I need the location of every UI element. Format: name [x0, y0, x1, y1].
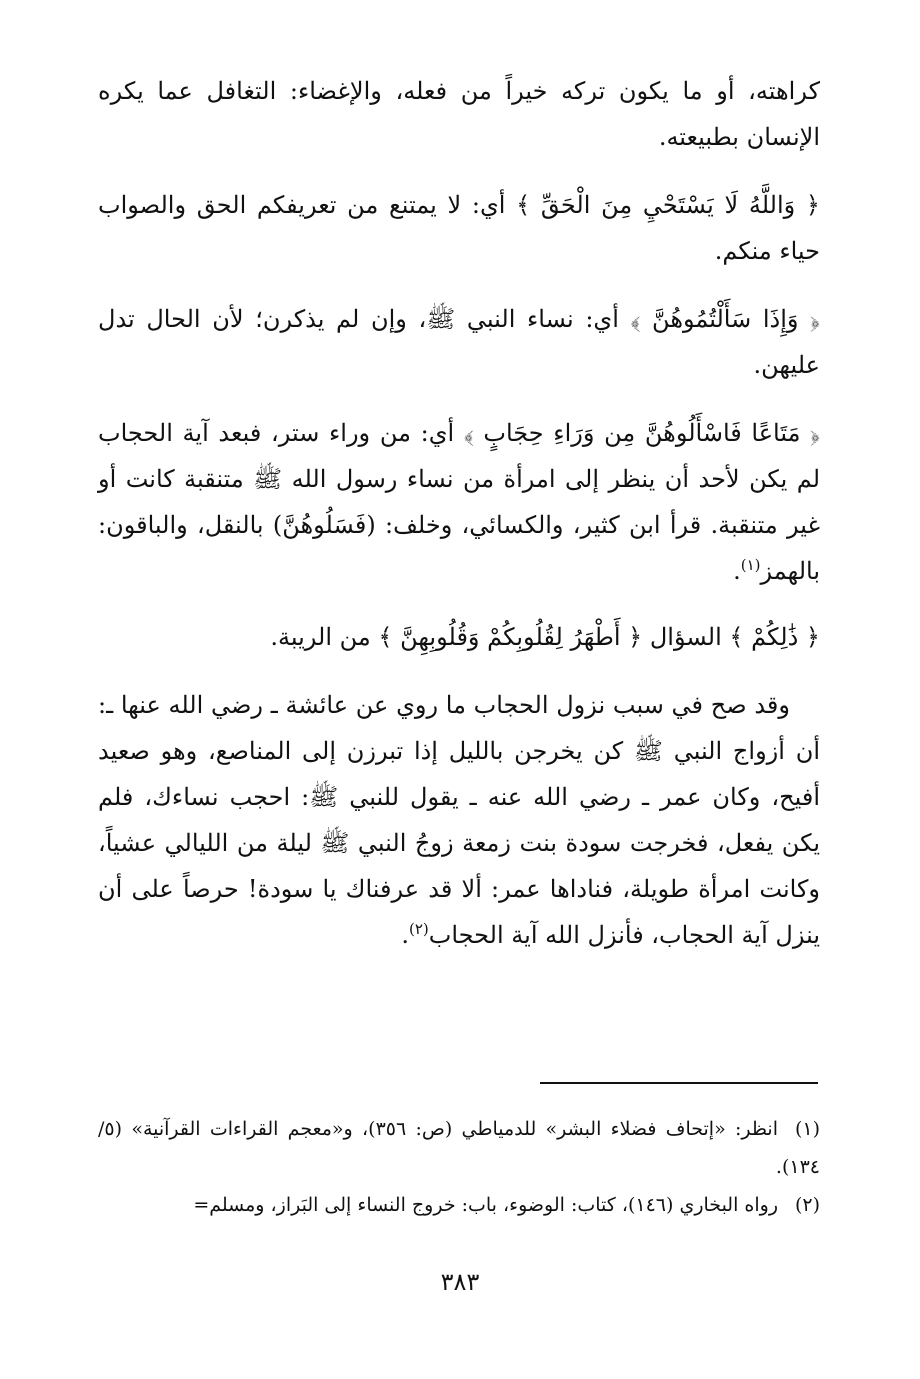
paragraph-6-end: .	[401, 921, 409, 949]
paragraph-1: كراهته، أو ما يكون تركه خيراً من فعله، والإغضاء: التغافل عما يكره الإنسان بطبيعته.	[98, 77, 820, 151]
paragraph-4-text: ﴿ مَتَاعًا فَاسْأَلُوهُنَّ مِن وَرَاءِ حِجَابٍ ﴾ أي: من وراء ستر، فبعد آية الحجاب لم يكن لأحد أن ينظر إلى امرأة من نساء رسول الله ﷺ متنقبة كانت أو غير متنقبة. قرأ ابن كثير، والكسائي، وخلف: (فَسَلُوهُنَّ) بالنقل، والباقون: بالهمز	[98, 419, 820, 585]
footnote-1-number: (١)	[794, 1118, 821, 1140]
footnote-ref-2: (٢)	[408, 920, 429, 938]
paragraph-3: ﴿ وَإِذَا سَأَلْتُمُوهُنَّ ﴾ أي: نساء النبي ﷺ، وإن لم يذكرن؛ لأن الحال تدل عليهن.	[98, 305, 820, 379]
footnote-divider	[540, 1082, 818, 1084]
footnote-1	[98, 1110, 820, 1186]
paragraph-4-end: .	[733, 557, 741, 585]
paragraph-2: ﴿ وَاللَّهُ لَا يَسْتَحْيِ مِنَ الْحَقِّ ﴾ أي: لا يمتنع من تعريفكم الحق والصواب حياء منكم.	[98, 191, 820, 265]
footnote-ref-1: (١)	[740, 556, 761, 574]
footnote-2-number: (٢)	[794, 1194, 820, 1216]
paragraph-6	[98, 682, 820, 958]
page-body	[98, 68, 820, 958]
footnotes	[98, 1110, 820, 1224]
footnote-2	[98, 1186, 820, 1224]
paragraph-5: ﴿ ذَٰلِكُمْ ﴾ السؤال ﴿ أَطْهَرُ لِقُلُوبِكُمْ وَقُلُوبِهِنَّ ﴾ من الريبة.	[270, 623, 820, 651]
footnote-2-text: رواه البخاري (١٤٦)، كتاب: الوضوء، باب: خروج النساء إلى البَراز، ومسلم=	[193, 1194, 778, 1216]
footnote-1-text: انظر: «إتحاف فضلاء البشر» للدمياطي (ص: ٣٥٦)، و«معجم القراءات القرآنية» (٥/ ١٣٤).	[98, 1118, 820, 1178]
paragraph-6-text: وقد صح في سبب نزول الحجاب ما روي عن عائشة ـ رضي الله عنها ـ: أن أزواج النبي ﷺ كن يخرجن بالليل إذا تبرزن إلى المناصع، وهو صعيد أفيح، وكان عمر ـ رضي الله عنه ـ يقول للنبي ﷺ: احجب نساءك، فلم يكن يفعل، فخرجت سودة بنت زمعة زوجُ النبي ﷺ ليلة من الليالي عشياً، وكانت امرأة طويلة، فناداها عمر: ألا قد عرفناك يا سودة! حرصاً على أن ينزل آية الحجاب، فأنزل الله آية الحجاب	[98, 691, 820, 949]
paragraph-4	[98, 410, 820, 594]
page-number: ٣٨٣	[440, 1268, 480, 1296]
